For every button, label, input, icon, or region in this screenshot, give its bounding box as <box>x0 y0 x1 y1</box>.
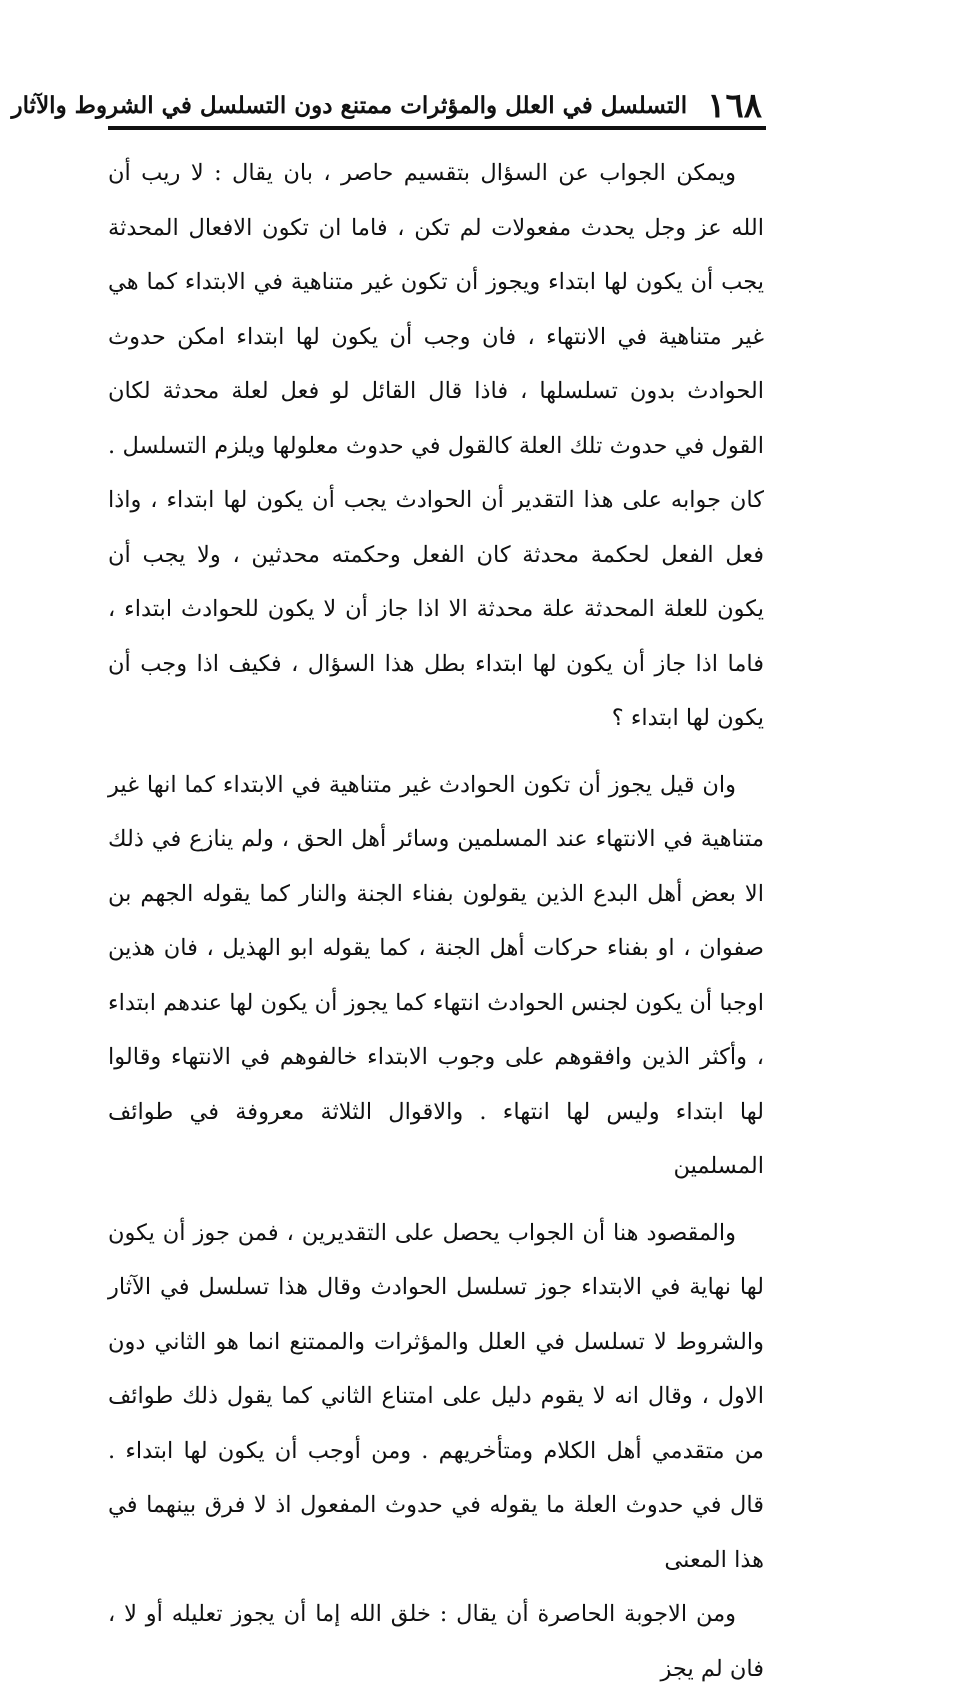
paragraph-3: والمقصود هنا أن الجواب يحصل على التقديرين ، فمن جوز أن يكون لها نهاية في الابتداء جوز تسلسل الحوادث وقال هذا تسلسل في الآثار والشروط لا تسلسل في العلل والمؤثرات والممتنع انما هو الثاني دون الاول ، وقال انه لا يقوم دليل على امتناع الثاني كما يقول ذلك طوائف من متقدمي أهل الكلام ومتأخريهم . ومن أوجب أن يكون لها ابتداء . قال في حدوث العلة ما يقوله في حدوث المفعول اذ لا فرق بينهما في هذا المعنى <box>108 1219 764 1573</box>
header-rule <box>108 126 766 130</box>
paragraph-2: وان قيل يجوز أن تكون الحوادث غير متناهية في الابتداء كما انها غير متناهية في الانتهاء عند المسلمين وسائر أهل الحق ، ولم ينازع في ذلك الا بعض أهل البدع الذين يقولون بفناء الجنة والنار كما يقوله الجهم بن صفوان ، او بفناء حركات أهل الجنة ، كما يقوله ابو الهذيل ، فان هذين اوجبا أن يكون لجنس الحوادث انتهاء كما يجوز أن يكون لها عندهم ابتداء ، وأكثر الذين وافقوهم على وجوب الابتداء خالفوهم في الانتهاء وقالوا لها ابتداء وليس لها انتهاء . والاقوال الثلاثة معروفة في طوائف المسلمين <box>108 771 764 1179</box>
paragraph-4: ومن الاجوبة الحاصرة أن يقال : خلق الله إما أن يجوز تعليله أو لا ، فان لم يجز <box>108 1601 764 1682</box>
running-title: التسلسل في العلل والمؤثرات ممتنع دون التسلسل في الشروط والآثار <box>11 92 688 119</box>
page-number: ١٦٨ <box>707 86 762 126</box>
body-text <box>108 146 764 1696</box>
paragraph-1: ويمكن الجواب عن السؤال بتقسيم حاصر ، بان يقال : لا ريب أن الله عز وجل يحدث مفعولات لم تكن ، فاما ان تكون الافعال المحدثة يجب أن يكون لها ابتداء ويجوز أن تكون غير متناهية في الابتداء كما هي غير متناهية في الانتهاء ، فان وجب أن يكون لها ابتداء امكن حدوث الحوادث بدون تسلسلها ، فاذا قال القائل لو فعل لعلة محدثة لكان القول في حدوث تلك العلة كالقول في حدوث معلولها ويلزم التسلسل . كان جوابه على هذا التقدير أن الحوادث يجب أن يكون لها ابتداء ، واذا فعل الفعل لحكمة محدثة كان الفعل وحكمته محدثين ، ولا يجب أن يكون للعلة المحدثة علة محدثة الا اذا جاز أن لا يكون للحوادث ابتداء ، فاما اذا جاز أن يكون لها ابتداء بطل هذا السؤال ، فكيف اذا وجب أن يكون لها ابتداء ؟ <box>108 160 764 731</box>
page-header <box>11 82 762 126</box>
